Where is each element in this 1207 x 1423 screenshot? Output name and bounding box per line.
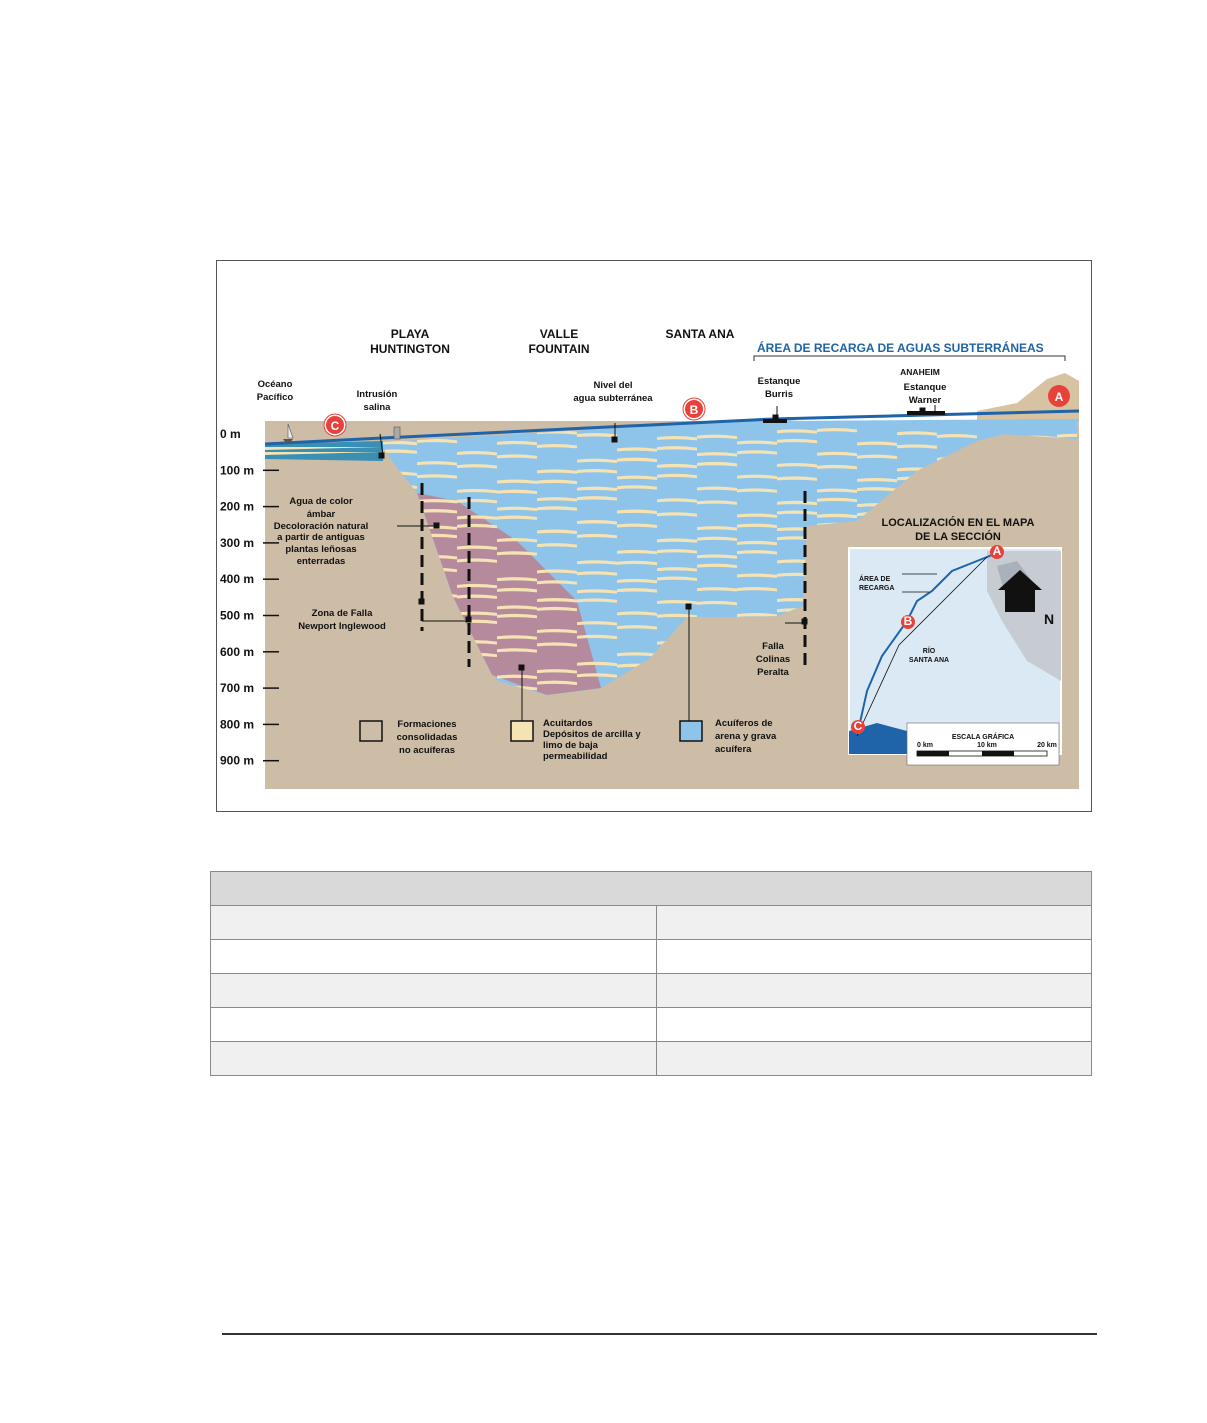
inset-marker-c-label: C bbox=[853, 719, 863, 733]
inset-recarga-line1: ÁREA DE bbox=[859, 576, 891, 583]
label-falla-cp-line3: Peralta bbox=[757, 667, 789, 678]
legend-acuiferos-line1: Acuíferos de bbox=[715, 718, 773, 729]
label-oceano-line2: Pacífico bbox=[256, 392, 294, 403]
place-valle-line2: FOUNTAIN bbox=[528, 342, 590, 356]
inset-title-line2: DE LA SECCIÓN bbox=[915, 531, 1001, 543]
marker-a-label: A bbox=[1054, 390, 1064, 404]
table-cell bbox=[657, 974, 1092, 1008]
legend-swatch-acuiferos bbox=[680, 721, 702, 741]
legend-acuitardos-line3: permeabilidad bbox=[543, 751, 608, 762]
pond-warner-icon bbox=[907, 411, 945, 415]
marker-b bbox=[683, 398, 705, 420]
label-intrusion-line1: Intrusión bbox=[356, 389, 398, 400]
legend-swatch-acuitardos bbox=[511, 721, 533, 741]
cross-section-figure bbox=[216, 260, 1092, 812]
legend-acuitardos-title: Acuitardos bbox=[543, 718, 593, 729]
depth-label: 600 m bbox=[220, 644, 255, 659]
label-falla-ni-line2: Newport Inglewood bbox=[298, 621, 386, 632]
well-icon bbox=[394, 427, 400, 439]
scale-tick-10: 10 km bbox=[977, 742, 997, 749]
label-decolor-line4: enterradas bbox=[296, 556, 346, 567]
legend-formaciones-line3: no acuíferas bbox=[399, 745, 455, 756]
legend-acuiferos-line3: acuífera bbox=[715, 744, 752, 755]
depth-label: 100 m bbox=[220, 463, 255, 478]
label-warner-line1: Estanque bbox=[903, 382, 947, 393]
label-intrusion-line2: salina bbox=[363, 402, 391, 413]
label-decolor-line1: Decoloración natural bbox=[273, 521, 369, 532]
inset-map bbox=[849, 516, 1061, 765]
inset-rio-line1: RÍO bbox=[922, 648, 936, 655]
depth-label: 200 m bbox=[220, 499, 255, 514]
table-header bbox=[211, 872, 1092, 906]
label-agua-line1: Agua de color bbox=[289, 496, 353, 507]
label-falla-cp-line1: Falla bbox=[762, 641, 784, 652]
label-falla-cp-line2: Colinas bbox=[755, 654, 791, 665]
legend-acuiferos-line2: arena y grava bbox=[715, 731, 777, 742]
table-cell bbox=[211, 906, 657, 940]
footer-rule bbox=[222, 1333, 1097, 1335]
data-table bbox=[210, 871, 1092, 1076]
table-row bbox=[211, 940, 1092, 974]
table-cell bbox=[211, 1008, 657, 1042]
label-nivel-line2: agua subterránea bbox=[573, 393, 653, 404]
label-agua-line2: ámbar bbox=[306, 509, 336, 520]
table-cell bbox=[657, 1008, 1092, 1042]
depth-label: 0 m bbox=[220, 427, 241, 441]
depth-label: 300 m bbox=[220, 535, 255, 550]
depth-label: 500 m bbox=[220, 608, 255, 623]
label-nivel-line1: Nivel del bbox=[593, 380, 633, 391]
depth-label: 900 m bbox=[220, 753, 255, 768]
scale-tick-20: 20 km bbox=[1037, 742, 1057, 749]
inset-marker-b-label: B bbox=[903, 614, 913, 628]
north-label: N bbox=[1044, 611, 1055, 627]
place-playa-line2: HUNTINGTON bbox=[370, 342, 450, 356]
label-burris-line1: Estanque bbox=[757, 376, 801, 387]
label-burris-line2: Burris bbox=[765, 389, 793, 400]
legend-formaciones-line2: consolidadas bbox=[396, 732, 458, 743]
label-falla-ni-line1: Zona de Falla bbox=[311, 608, 373, 619]
place-valle-line1: VALLE bbox=[539, 327, 579, 341]
recharge-area-title: ÁREA DE RECARGA DE AGUAS SUBTERRÁNEAS bbox=[757, 341, 1044, 355]
legend-swatch-formaciones bbox=[360, 721, 382, 741]
table-cell bbox=[657, 906, 1092, 940]
scale-bar bbox=[917, 751, 1047, 756]
table-cell bbox=[657, 940, 1092, 974]
table-cell bbox=[211, 974, 657, 1008]
depth-label: 700 m bbox=[220, 681, 255, 696]
marker-c bbox=[324, 414, 346, 436]
inset-rio-line2: SANTA ANA bbox=[908, 657, 950, 664]
table-row bbox=[211, 974, 1092, 1008]
recharge-bracket bbox=[754, 356, 1065, 361]
label-oceano-line1: Océano bbox=[257, 379, 293, 390]
inset-marker-a-label: A bbox=[992, 544, 1002, 558]
marker-a bbox=[1048, 385, 1070, 407]
label-decolor-line2: a partir de antiguas bbox=[277, 532, 365, 543]
table-row bbox=[211, 906, 1092, 940]
label-warner-line2: Warner bbox=[908, 395, 942, 406]
place-santa-ana: SANTA ANA bbox=[665, 327, 735, 341]
table-cell bbox=[657, 1042, 1092, 1076]
marker-c-label: C bbox=[330, 419, 340, 433]
legend-acuitardos-line2: limo de baja bbox=[543, 740, 598, 751]
inset-title-line1: LOCALIZACIÓN EN EL MAPA bbox=[881, 517, 1035, 529]
legend-acuitardos-line1: Depósitos de arcilla y bbox=[543, 729, 641, 740]
marker-b-label: B bbox=[689, 403, 699, 417]
depth-label: 400 m bbox=[220, 572, 255, 587]
scale-title: ESCALA GRÁFICA bbox=[951, 734, 1015, 741]
table-cell bbox=[211, 1042, 657, 1076]
legend-formaciones-line1: Formaciones bbox=[397, 719, 457, 730]
place-playa-line1: PLAYA bbox=[390, 327, 430, 341]
place-anaheim: ANAHEIM bbox=[900, 367, 940, 377]
cross-section-diagram bbox=[217, 261, 1093, 813]
north-arrow-shaft bbox=[1005, 588, 1035, 612]
label-decolor-line3: plantas leñosas bbox=[285, 544, 357, 555]
table-row bbox=[211, 1008, 1092, 1042]
table-row bbox=[211, 1042, 1092, 1076]
table-cell bbox=[211, 940, 657, 974]
scale-tick-0: 0 km bbox=[917, 742, 933, 749]
depth-label: 800 m bbox=[220, 717, 255, 732]
inset-recarga-line2: RECARGA bbox=[859, 585, 895, 592]
